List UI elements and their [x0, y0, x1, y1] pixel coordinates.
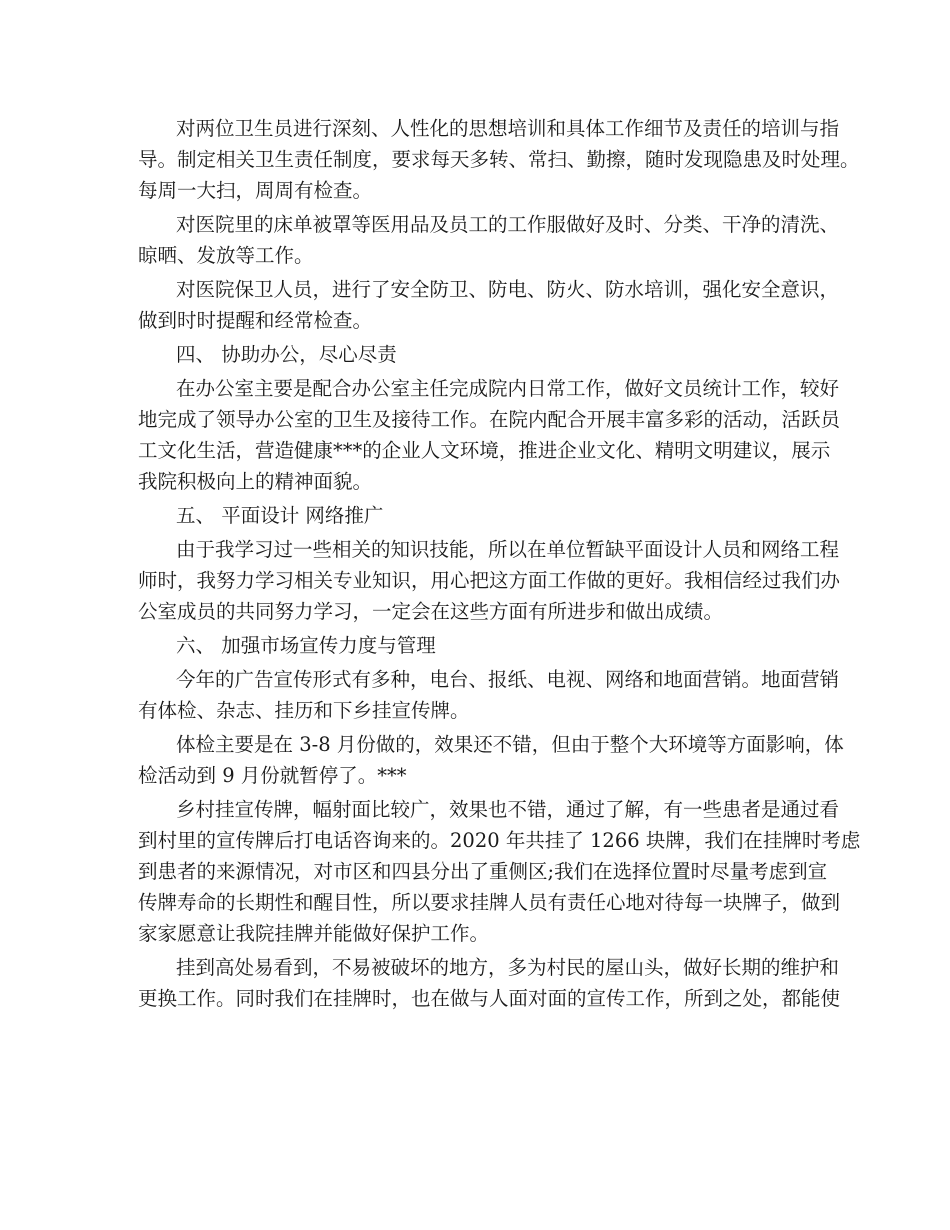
text-line: 公室成员的共同努力学习，一定会在这些方面有所进步和做出成绩。	[138, 600, 724, 623]
paragraph	[138, 500, 828, 531]
text-line: 每周一大扫，周周有检查。	[138, 179, 373, 202]
text-line: 体检主要是在 3-8 月份做的，效果还不错，但由于整个大环境等方面影响，体	[176, 733, 844, 756]
text-line: 师时，我努力学习相关专业知识，用心把这方面工作做的更好。我相信经过我们办	[138, 569, 841, 592]
paragraph	[138, 534, 841, 627]
text-line: 由于我学习过一些相关的知识技能，所以在单位暂缺平面设计人员和网络工程	[176, 538, 840, 561]
document-page	[138, 113, 861, 1017]
paragraph	[138, 630, 828, 661]
text-line: 在办公室主要是配合办公室主任完成院内日常工作，做好文员统计工作，较好	[176, 377, 840, 400]
text-line: 五、 平面设计 网络推广	[176, 504, 384, 527]
text-line: 到村里的宣传牌后打电话咨询来的。2020 年共挂了 1266 块牌，我们在挂牌时考虑	[138, 829, 861, 852]
paragraph	[138, 664, 840, 726]
text-line: 地完成了领导办公室的卫生及接待工作。在院内配合开展丰富多彩的活动，活跃员	[138, 408, 841, 431]
paragraph	[138, 209, 840, 271]
paragraph	[138, 373, 841, 497]
text-line: 有体检、杂志、挂历和下乡挂宣传牌。	[138, 699, 470, 722]
paragraph	[138, 729, 844, 791]
text-line: 传牌寿命的长期性和醒目性，所以要求挂牌人员有责任心地对待每一块牌子，做到	[138, 891, 841, 914]
text-line: 工文化生活，营造健康***的企业人文环境，推进企业文化、精明文明建议，展示	[138, 439, 831, 462]
text-line: 对两位卫生员进行深刻、人性化的思想培训和具体工作细节及责任的培训与指	[176, 117, 840, 140]
text-line: 对医院保卫人员，进行了安全防卫、防电、防火、防水培训，强化安全意识，	[176, 278, 840, 301]
text-line: 六、 加强市场宣传力度与管理	[176, 634, 436, 657]
text-line: 导。制定相关卫生责任制度，要求每天多转、常扫、勤擦，随时发现隐患及时处理。	[138, 148, 860, 171]
text-line: 晾晒、发放等工作。	[138, 244, 314, 267]
paragraph	[138, 113, 860, 206]
text-line: 对医院里的床单被罩等医用品及员工的工作服做好及时、分类、干净的清洗、	[176, 213, 840, 236]
paragraph-gap	[138, 1014, 828, 1017]
text-line: 乡村挂宣传牌，幅射面比较广，效果也不错，通过了解，有一些患者是通过看	[176, 798, 840, 821]
paragraph	[138, 274, 840, 336]
text-line: 到患者的来源情况，对市区和四县分出了重侧区;我们在选择位置时尽量考虑到宣	[138, 860, 828, 883]
text-line: 检活动到 9 月份就暂停了。***	[138, 764, 407, 787]
text-line: 家家愿意让我院挂牌并能做好保护工作。	[138, 922, 490, 945]
paragraph	[138, 794, 861, 949]
text-line: 今年的广告宣传形式有多种，电台、报纸、电视、网络和地面营销。地面营销	[176, 668, 840, 691]
text-line: 挂到高处易看到，不易被破坏的地方，多为村民的屋山头，做好长期的维护和	[176, 956, 840, 979]
text-line: 做到时时提醒和经常检查。	[138, 309, 373, 332]
text-line: 四、 协助办公，尽心尽责	[176, 343, 397, 366]
text-line: 更换工作。同时我们在挂牌时，也在做与人面对面的宣传工作，所到之处，都能使	[138, 987, 841, 1010]
paragraph	[138, 952, 841, 1014]
text-line: 我院积极向上的精神面貌。	[138, 470, 373, 493]
paragraph	[138, 339, 828, 370]
